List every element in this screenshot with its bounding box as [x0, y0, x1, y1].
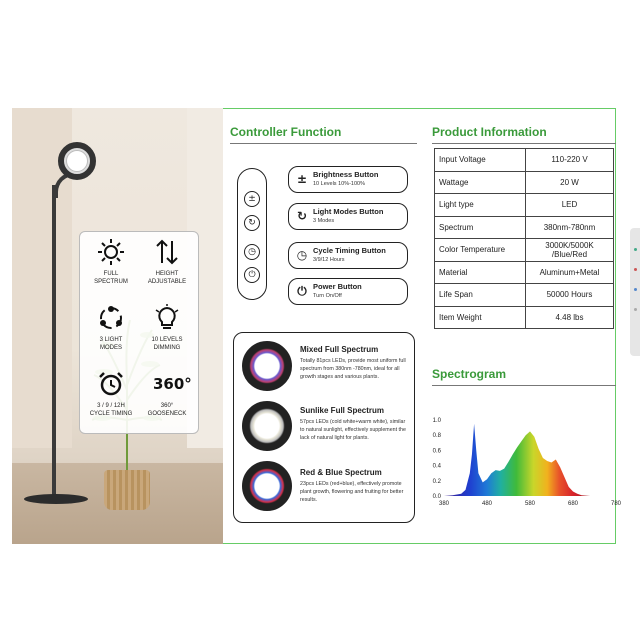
info-value: 50000 Hours: [526, 284, 614, 307]
button-desc: 3 Modes: [313, 218, 335, 224]
feature-label: HEIGHT ADJUSTABLE: [147, 271, 187, 285]
info-key: Input Voltage: [435, 149, 526, 172]
lamp-pole: [52, 185, 56, 495]
product-info-title: Product Information: [432, 125, 547, 139]
spectrogram-chart: [426, 412, 626, 512]
x-tick-label: 780: [610, 501, 622, 507]
feature-label: 360° GOOSENECK: [147, 403, 187, 417]
button-title: Light Modes Button: [313, 207, 384, 216]
spectrum-title: Red & Blue Spectrum: [300, 468, 382, 477]
y-tick-label: 0.0: [432, 494, 441, 500]
button-desc: 10 Levels 10%-100%: [313, 181, 365, 187]
next-image-thumbnail[interactable]: [630, 228, 640, 356]
info-row: [435, 261, 614, 284]
info-key: Material: [435, 261, 526, 284]
cycle-timing-button-card: [288, 242, 408, 269]
info-value: Aluminum+Metal: [526, 261, 614, 284]
button-title: Cycle Timing Button: [313, 246, 386, 255]
y-tick-label: 0.4: [432, 463, 441, 470]
feature-panel: [79, 231, 199, 434]
x-tick-label: 580: [524, 501, 536, 507]
info-value: 20 W: [526, 171, 614, 194]
plus-minus-icon[interactable]: ±: [244, 191, 260, 207]
spectrum-title: Sunlike Full Spectrum: [300, 406, 385, 415]
led-ring-sunlike-image: [242, 401, 292, 451]
info-value: 4.48 lbs: [526, 306, 614, 329]
x-tick-label: 680: [567, 501, 579, 507]
plus-minus-icon: ±: [296, 172, 308, 186]
info-row: [435, 306, 614, 329]
info-row: [435, 284, 614, 307]
feature-label: 3 / 9 / 12H CYCLE TIMING: [89, 403, 133, 417]
divider: [230, 143, 417, 144]
info-key: Life Span: [435, 284, 526, 307]
button-title: Brightness Button: [313, 170, 379, 179]
info-key: Spectrum: [435, 216, 526, 239]
thumbnail-dot: [634, 248, 637, 251]
info-row: [435, 171, 614, 194]
spectrum-desc: Totally 81pcs LEDs, provide most uniform full spectrum from 380nm -780nm, ideal for all growth stages and various plants.: [300, 358, 406, 380]
spectrum-area: [444, 424, 616, 496]
plant-pot: [104, 470, 150, 510]
rotate-360-icon: 360°: [153, 375, 192, 393]
info-row: [435, 194, 614, 217]
timer-icon[interactable]: ◷: [244, 244, 260, 260]
info-value: 3000K/5000K /Blue/Red: [526, 239, 614, 262]
feature-light-modes: [83, 304, 139, 352]
controller-strip: [237, 168, 267, 300]
info-value: 380nm-780nm: [526, 216, 614, 239]
x-tick-label: 380: [438, 501, 450, 507]
alarm-clock-icon: [97, 370, 125, 398]
x-tick-label: 480: [481, 501, 493, 507]
bulb-icon: [153, 304, 181, 332]
lamp-base: [24, 494, 88, 504]
feature-label: 10 LEVELS DIMMING: [151, 337, 183, 351]
info-value: 110-220 V: [526, 149, 614, 172]
controller-title: Controller Function: [230, 125, 342, 139]
spectrum-desc: 57pcs LEDs (cold white+warm white), similar to natural sunlight, effectively supplement the lack of natural light for plants.: [300, 419, 406, 441]
power-icon: ⏻: [297, 284, 307, 298]
y-tick-label: 1.0: [432, 418, 441, 424]
info-row: [435, 216, 614, 239]
power-icon[interactable]: ⏻: [244, 267, 260, 283]
feature-cycle-timing: [83, 370, 139, 418]
info-key: Light type: [435, 194, 526, 217]
thumbnail-dot: [634, 288, 637, 291]
spectrum-panel: [233, 332, 415, 523]
button-desc: 3/9/12 Hours: [313, 257, 345, 263]
info-value: LED: [526, 194, 614, 217]
y-tick-label: 0.8: [432, 433, 441, 440]
info-key: Wattage: [435, 171, 526, 194]
feature-label: 3 LIGHT MODES: [99, 337, 123, 351]
info-row: [435, 149, 614, 172]
y-tick-label: 0.6: [432, 448, 441, 455]
light-modes-button-card: [288, 203, 408, 230]
info-row: [435, 239, 614, 262]
feature-full-spectrum: [83, 238, 139, 286]
thumbnail-dot: [634, 268, 637, 271]
led-ring-mixed-image: [242, 341, 292, 391]
lamp-ring-inner: [66, 150, 88, 172]
brightness-button-card: [288, 166, 408, 193]
divider: [432, 385, 616, 386]
y-tick-label: 0.2: [432, 478, 441, 485]
sun-icon: [97, 238, 125, 266]
height-arrows-icon: [153, 238, 181, 266]
spectrum-desc: 23pcs LEDs (red+blue), effectively promote plant growth, flowering and fruiting for better results.: [300, 481, 404, 503]
product-info-table: [434, 148, 614, 329]
info-key: Color Temperature: [435, 239, 526, 262]
led-ring-red-blue-image: [242, 461, 292, 511]
button-desc: Turn On/Off: [313, 293, 342, 299]
power-button-card: [288, 278, 408, 305]
feature-label: FULL SPECTRUM: [94, 271, 128, 285]
spectrogram-title: Spectrogram: [432, 367, 507, 381]
divider: [432, 143, 616, 144]
feature-dimming: [139, 304, 195, 352]
feature-gooseneck: [139, 370, 195, 418]
mode-cycle-icon: ↻: [296, 209, 308, 223]
info-key: Item Weight: [435, 306, 526, 329]
spectrum-title: Mixed Full Spectrum: [300, 345, 379, 354]
alarm-clock-icon: ◷: [296, 248, 308, 262]
light-modes-icon: [97, 304, 125, 332]
thumbnail-dot: [634, 308, 637, 311]
button-title: Power Button: [313, 282, 362, 291]
feature-height-adjustable: [139, 238, 195, 286]
mode-cycle-icon[interactable]: ↻: [244, 215, 260, 231]
